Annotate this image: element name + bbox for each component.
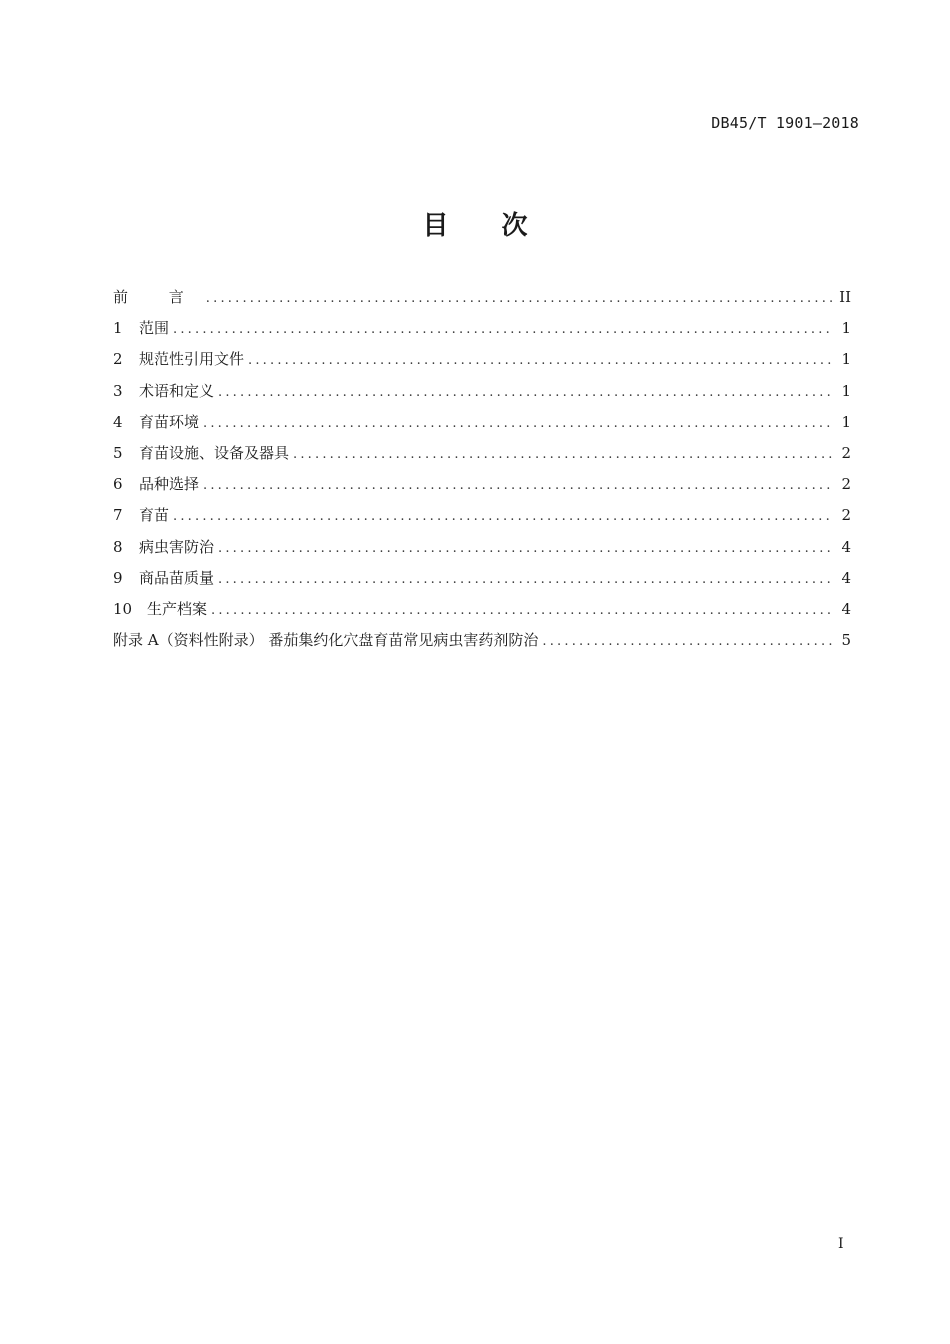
toc-entry-number: 2 xyxy=(113,350,123,369)
toc-entry-number: 4 xyxy=(113,412,123,431)
toc-entry-production-records[interactable] xyxy=(113,598,851,629)
toc-entry-terms-definitions[interactable] xyxy=(113,380,851,411)
toc-entry-page: II xyxy=(839,288,851,306)
toc-entry-facilities-equipment[interactable] xyxy=(113,442,851,473)
toc-entry-page: 2 xyxy=(841,475,851,494)
toc-entry-nursery-environment[interactable] xyxy=(113,411,851,442)
toc-entry-label: 生产档案 xyxy=(147,599,208,618)
toc-leader-dots xyxy=(218,569,833,591)
toc-entry-page: 2 xyxy=(841,443,851,462)
toc-entry-label: 范围 xyxy=(139,319,170,338)
toc-entry-number: 6 xyxy=(113,475,123,494)
toc-entry-variety-selection[interactable] xyxy=(113,473,851,504)
toc-entry-label: 附录 A（资料性附录） 番茄集约化穴盘育苗常见病虫害药剂防治 xyxy=(113,631,539,650)
toc-leader-dots xyxy=(173,319,833,341)
toc-entry-number: 7 xyxy=(113,506,123,525)
toc-entry-page: 2 xyxy=(841,506,851,525)
table-of-contents xyxy=(113,286,851,660)
toc-entry-number: 8 xyxy=(113,537,123,556)
toc-entry-normative-references[interactable] xyxy=(113,348,851,379)
toc-entry-label: 规范性引用文件 xyxy=(139,350,245,369)
document-code: DB45/T 1901—2018 xyxy=(711,114,859,132)
toc-leader-dots xyxy=(203,413,833,435)
toc-entry-number: 1 xyxy=(113,319,123,338)
toc-leader-dots xyxy=(248,350,833,372)
toc-entry-preface[interactable] xyxy=(113,286,851,317)
toc-entry-appendix-a[interactable] xyxy=(113,629,851,660)
toc-entry-label: 商品苗质量 xyxy=(139,568,215,587)
page-number: I xyxy=(838,1236,844,1252)
toc-leader-dots xyxy=(211,600,833,622)
toc-entry-label: 病虫害防治 xyxy=(139,537,215,556)
toc-entry-seedling-quality[interactable] xyxy=(113,567,851,598)
toc-entry-number: 10 xyxy=(113,599,133,618)
toc-entry-label: 育苗环境 xyxy=(139,412,200,431)
toc-entry-seedling-raising[interactable] xyxy=(113,504,851,535)
toc-entry-page: 1 xyxy=(841,319,851,338)
toc-leader-dots xyxy=(218,538,833,560)
toc-entry-label: 育苗 xyxy=(139,506,170,525)
page-title: 目 次 xyxy=(422,211,550,241)
toc-entry-page: 4 xyxy=(841,599,851,618)
toc-entry-scope[interactable] xyxy=(113,317,851,348)
toc-entry-page: 1 xyxy=(841,381,851,400)
toc-entry-page: 5 xyxy=(841,631,851,650)
toc-entry-page: 1 xyxy=(841,412,851,431)
toc-leader-dots xyxy=(293,444,833,466)
toc-entry-page: 1 xyxy=(841,350,851,369)
toc-entry-page: 4 xyxy=(841,537,851,556)
toc-entry-number: 9 xyxy=(113,568,123,587)
toc-entry-label: 术语和定义 xyxy=(139,381,215,400)
toc-leader-dots xyxy=(173,506,833,528)
toc-entry-pest-control[interactable] xyxy=(113,536,851,567)
toc-leader-dots xyxy=(203,475,833,497)
toc-leader-dots xyxy=(206,288,833,310)
toc-entry-label: 前 言 xyxy=(113,288,202,306)
toc-leader-dots xyxy=(542,631,833,653)
toc-entry-label: 育苗设施、设备及器具 xyxy=(139,443,290,462)
toc-leader-dots xyxy=(218,382,833,404)
toc-entry-label: 品种选择 xyxy=(139,475,200,494)
toc-entry-number: 3 xyxy=(113,381,123,400)
toc-entry-number: 5 xyxy=(113,443,123,462)
toc-entry-page: 4 xyxy=(841,568,851,587)
